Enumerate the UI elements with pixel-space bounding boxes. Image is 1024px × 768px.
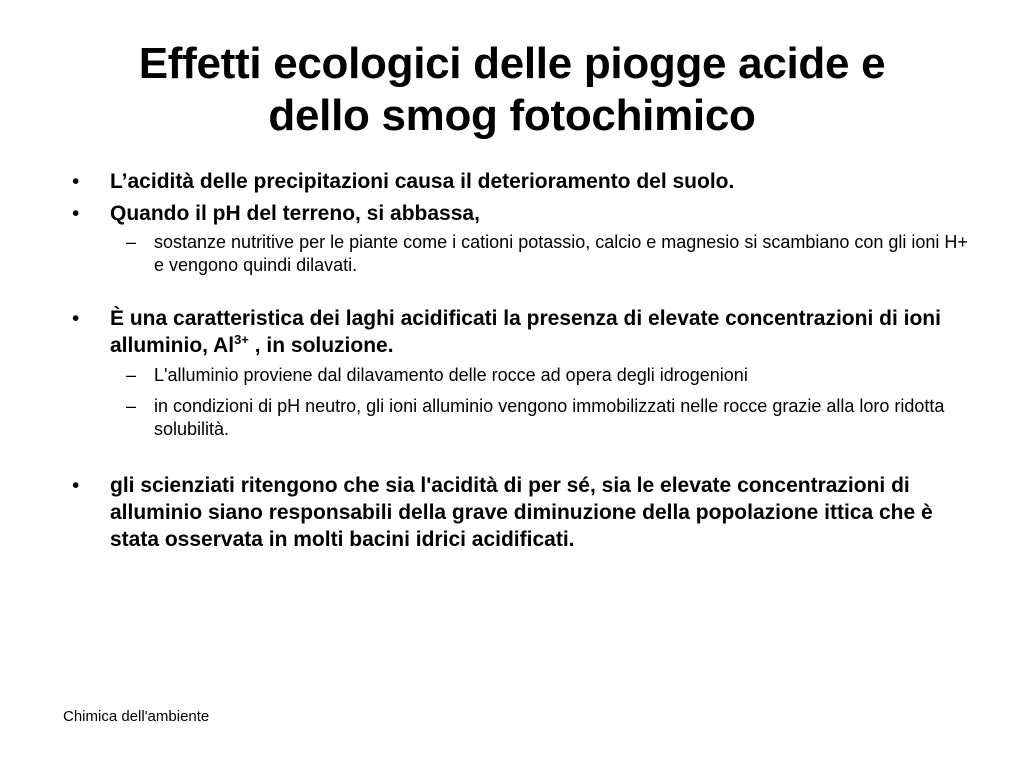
bullet-item bbox=[72, 305, 972, 359]
slide-title-line-2: dello smog fotochimico bbox=[268, 91, 756, 140]
sub-bullet-text: sostanze nutritive per le piante come i cationi potassio, calcio e magnesio si scambiano con gli ioni H+ e vengono quindi dilavati. bbox=[154, 232, 968, 275]
sub-bullet-marker: – bbox=[126, 396, 137, 416]
sub-bullet-text: L'alluminio proviene dal dilavamento delle rocce ad opera degli idrogenioni bbox=[154, 365, 748, 385]
sub-bullet-marker: – bbox=[126, 365, 137, 385]
bullet-marker: • bbox=[72, 307, 80, 330]
aluminium-charge-superscript: 3+ bbox=[234, 332, 249, 347]
bullet-item bbox=[72, 168, 972, 195]
slide-title-line-1: Effetti ecologici delle piogge acide e bbox=[138, 39, 886, 88]
sub-bullet-marker: – bbox=[126, 232, 137, 252]
bullet-text: gli scienziati ritengono che sia l'acidità di per sé, sia le elevate concentrazioni di alluminio siano responsabili della grave diminuzione della popolazione ittica che è stata osservata in molti bacini idrici acidificati. bbox=[110, 474, 933, 551]
bullet-text-part: , in soluzione. bbox=[248, 334, 394, 357]
slide-title bbox=[40, 38, 984, 142]
bullet-item bbox=[72, 200, 972, 227]
slide-footer: Chimica dell'ambiente bbox=[63, 708, 210, 725]
bullet-text: L’acidità delle precipitazioni causa il deterioramento del suolo. bbox=[110, 170, 735, 193]
bullet-text: Quando il pH del terreno, si abbassa, bbox=[110, 202, 480, 225]
bullet-marker: • bbox=[72, 474, 80, 497]
bullet-marker: • bbox=[72, 170, 80, 193]
sub-bullet-text: in condizioni di pH neutro, gli ioni alluminio vengono immobilizzati nelle rocce grazie alla loro ridotta solubilità. bbox=[154, 396, 945, 439]
bullet-text-part: È una caratteristica dei laghi acidificati la presenza di elevate concentrazioni di ioni alluminio, Al bbox=[110, 307, 941, 357]
bullet-item bbox=[72, 472, 972, 553]
sub-bullet-item bbox=[72, 364, 972, 387]
bullet-marker: • bbox=[72, 202, 80, 225]
bullet-text bbox=[110, 307, 941, 357]
sub-bullet-item bbox=[72, 395, 972, 441]
slide-body bbox=[72, 168, 972, 553]
sub-bullet-item bbox=[72, 231, 972, 277]
